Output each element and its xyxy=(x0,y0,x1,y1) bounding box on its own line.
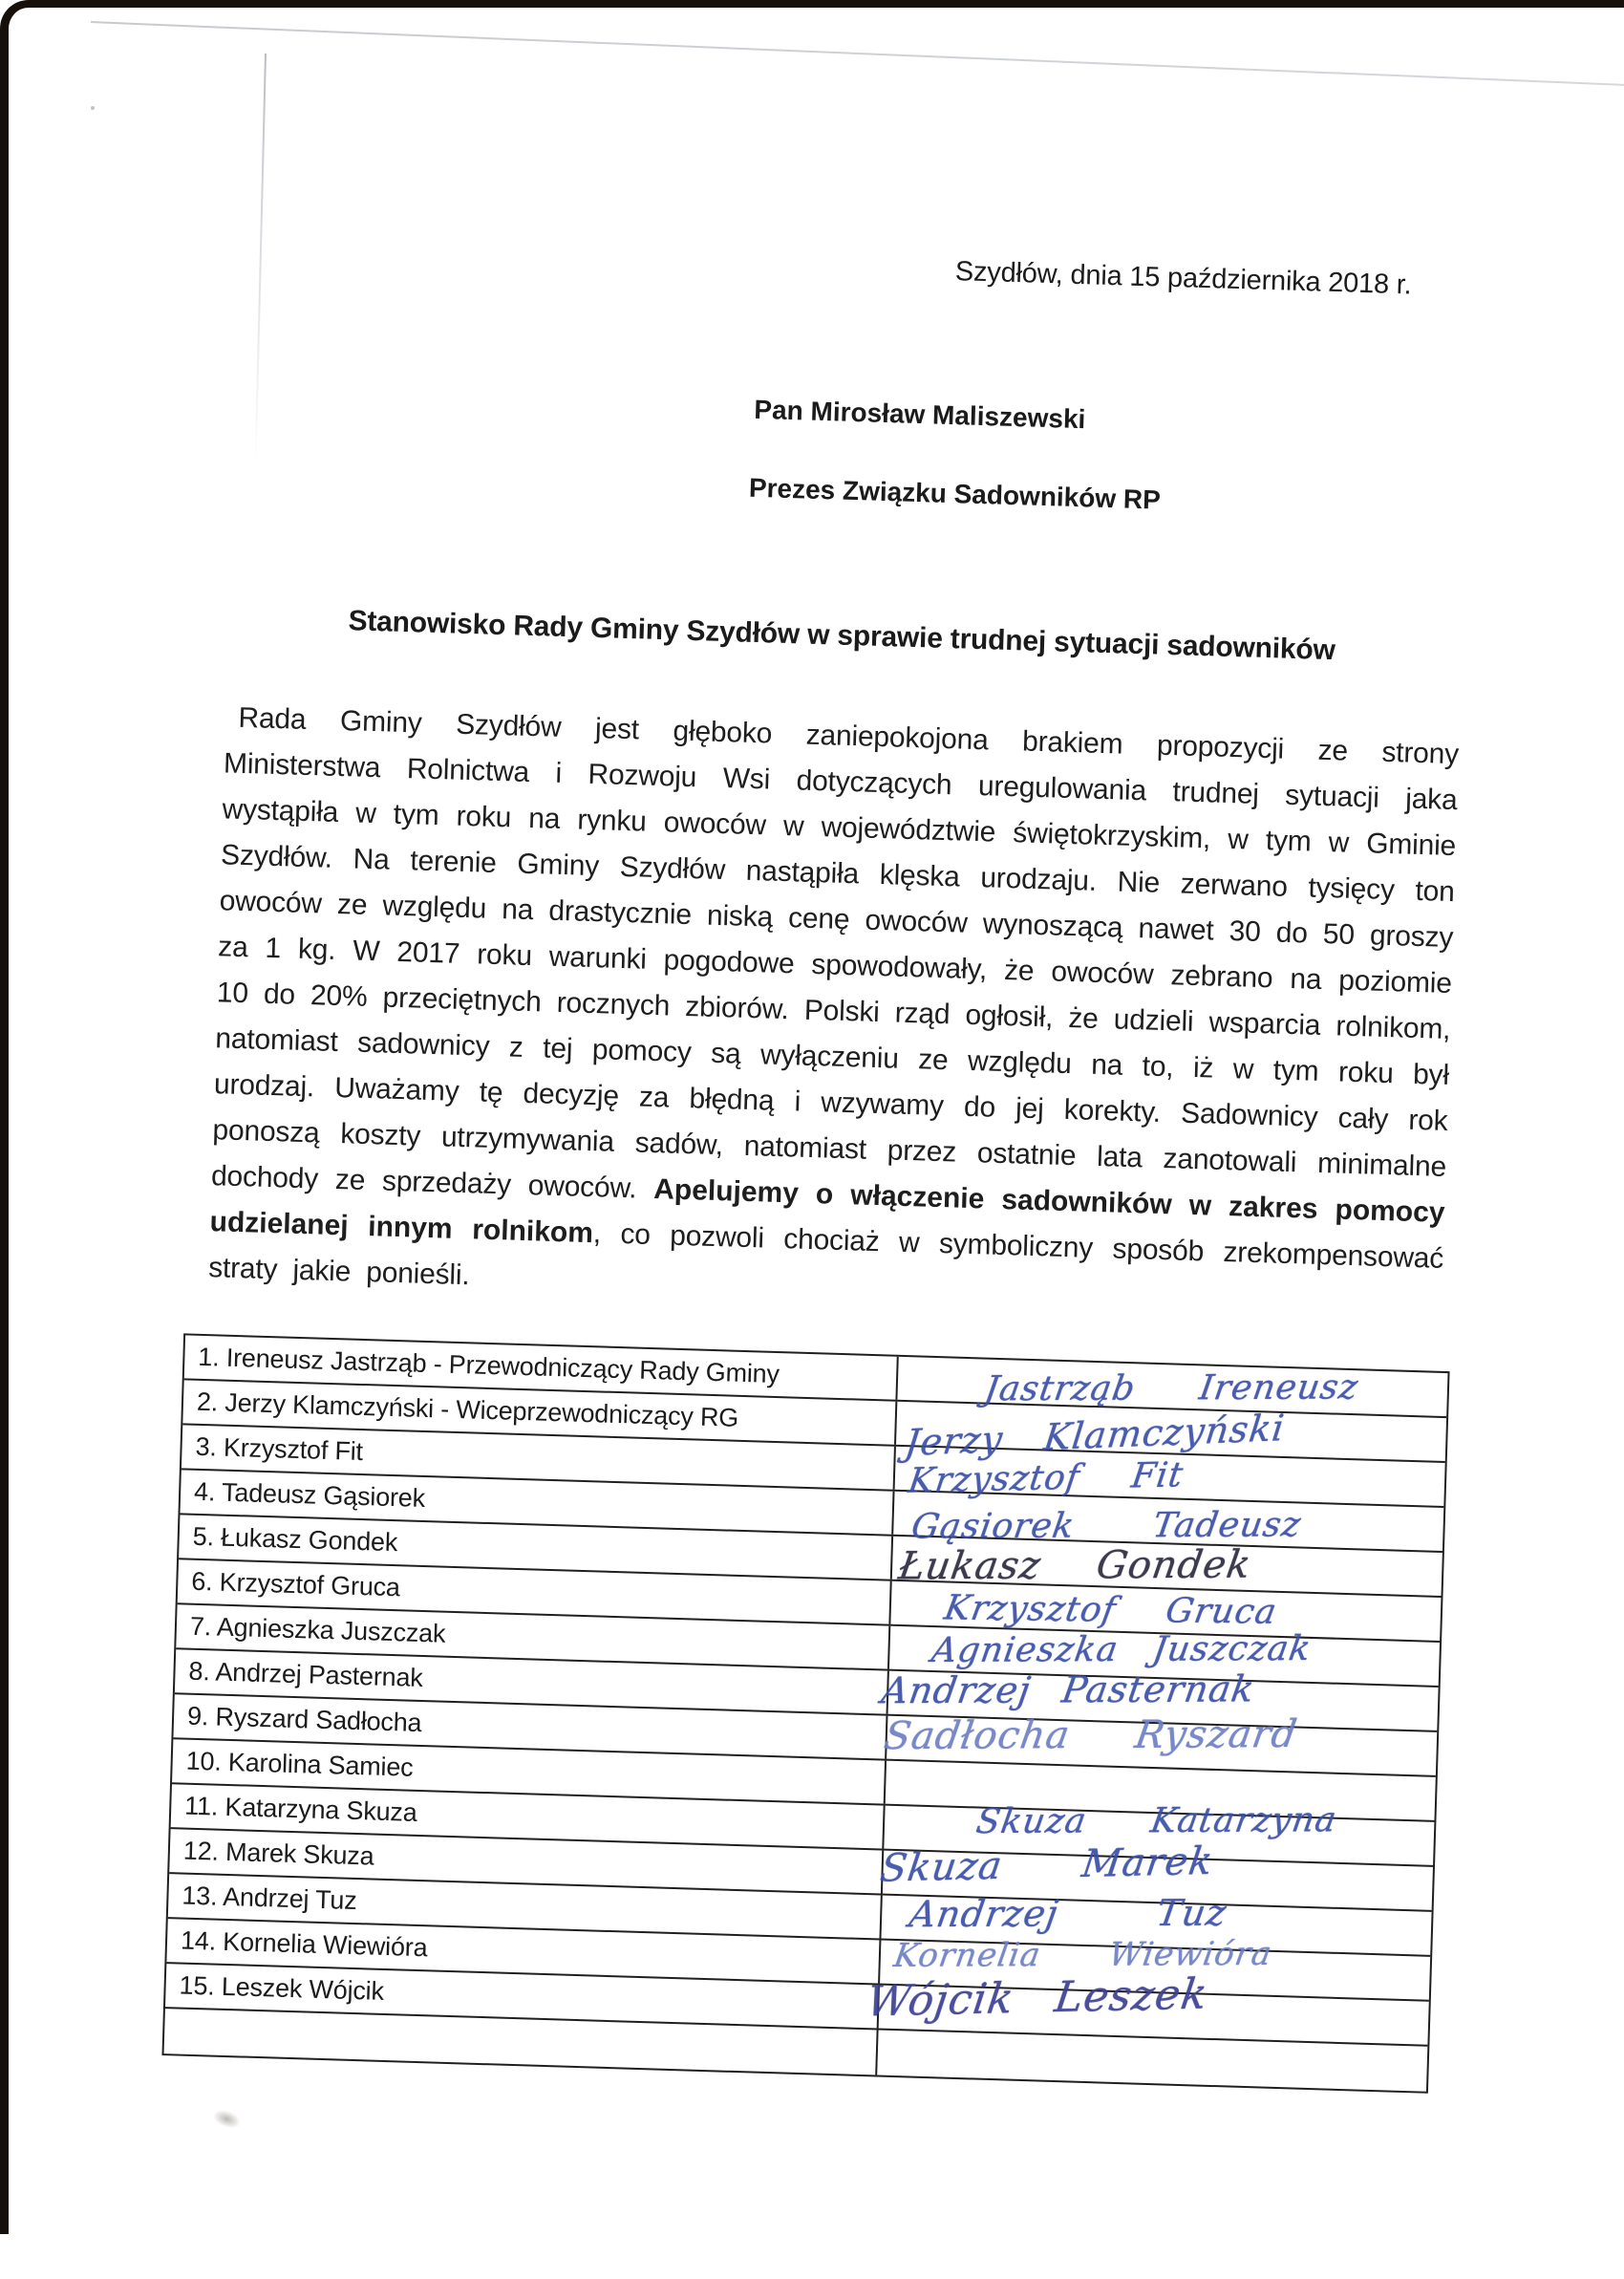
councilor-name-cell: 14. Kornelia Wiewióra xyxy=(166,1919,881,1983)
dateline: Szydłów, dnia 15 października 2018 r. xyxy=(954,256,1413,301)
signature-handwriting: Krzysztof Gruca xyxy=(941,1588,1280,1632)
councilor-name-cell: 1. Ireneusz Jastrząb - Przewodniczący Rady Gminy xyxy=(184,1335,899,1399)
signature-handwriting: Łukasz Gondek xyxy=(895,1542,1255,1589)
signature-handwriting: Gąsiorek Tadeusz xyxy=(908,1505,1305,1547)
addressee-role: Prezes Związku Sadowników RP xyxy=(748,472,1162,515)
body-paragraph xyxy=(208,695,1460,1327)
councilor-name-cell: 7. Agnieszka Juszczak xyxy=(176,1604,890,1668)
addressee-name: Pan Mirosław Maliszewski xyxy=(753,394,1086,435)
councilor-name-cell: 11. Katarzyna Skuza xyxy=(171,1784,886,1848)
signature-handwriting: Skuza Marek xyxy=(877,1838,1216,1891)
councilor-name-cell: 2. Jerzy Klamczyński - Wiceprzewodniczący RG xyxy=(182,1380,897,1444)
councilor-name-cell: 15. Leszek Wójcik xyxy=(165,1964,880,2028)
signature-handwriting: Skuza Katarzyna xyxy=(973,1800,1340,1842)
body-text-regular-end: , co pozwoli chociaż w symboliczny sposób zrekompensować straty jakie ponieśli. xyxy=(207,1217,1444,1292)
councilor-name-cell: 13. Andrzej Tuz xyxy=(168,1874,883,1938)
signature-handwriting: Krzysztof Fit xyxy=(906,1455,1186,1501)
signature-handwriting: Agnieszka Juszczak xyxy=(929,1628,1314,1670)
signature-handwriting: Jerzy Klamczyński xyxy=(902,1407,1288,1465)
signature-handwriting: Andrzej Pasternak xyxy=(879,1667,1258,1712)
councilor-name-cell: 6. Krzysztof Gruca xyxy=(178,1559,892,1623)
councilor-name-cell: 10. Karolina Samiec xyxy=(172,1739,887,1803)
scan-smudge xyxy=(211,2107,244,2132)
signature-handwriting: Sadłocha Ryszard xyxy=(881,1711,1301,1759)
councilor-name-cell: 12. Marek Skuza xyxy=(169,1829,884,1893)
councilor-name-cell: 9. Ryszard Sadłocha xyxy=(173,1694,887,1758)
councilor-name-cell: 5. Łukasz Gondek xyxy=(179,1515,893,1579)
signature-handwriting: Jastrząb Ireneusz xyxy=(981,1367,1361,1409)
signature-handwriting: Kornelia Wiewióra xyxy=(890,1934,1275,1975)
body-text-bold-appeal: Apelujemy o włączenie sadowników w zakres pomocy udzielanej innym rolnikom xyxy=(209,1173,1446,1250)
councilor-name-cell: 8. Andrzej Pasternak xyxy=(175,1649,889,1713)
councilor-name-cell: 3. Krzysztof Fit xyxy=(182,1425,896,1489)
councilor-name-cell: 4. Tadeusz Gąsiorek xyxy=(181,1470,895,1534)
signatories-table xyxy=(161,1333,1449,2093)
signature-handwriting: Wójcik Leszek xyxy=(864,1969,1211,2027)
signature-handwriting: Andrzej Tuz xyxy=(906,1891,1230,1936)
document-title: Stanowisko Rady Gminy Szydłów w sprawie trudnej sytuacji sadowników xyxy=(348,605,1336,667)
body-text-regular: Rada Gminy Szydłów jest głęboko zaniepokojona brakiem propozycji ze strony Ministerstwa Rolnictwa i Rozwoju Wsi dotyczących uregulowania trudnej sytuacji jaka wystąpiła w tym roku na rynku owoców w województwie świętokrzyskim, w tym w Gminie Szydłów. Na terenie Gminy Szydłów nastąpiła klęska urodzaju. Nie zerwano tysięcy ton owoców ze względu na drastycznie niską cenę owoców wynoszącą nawet 30 do 50 groszy za 1 kg. W 2017 roku warunki pogodowe spowodowały, że owoców zebrano na poziomie 10 do 20% przeciętnych rocznych zbiorów. Polski rząd ogłosił, że udzieli wsparcia rolnikom, natomiast sadownicy z tej pomocy są wyłączeniu ze względu na to, iż w tym roku był urodzaj. Uważamy tę decyzję za błędną i wzywamy do jej korekty. Sadownicy cały rok ponoszą koszty utrzymywania sadów, natomiast przez ostatnie lata zanotowali minimalne dochody ze sprzedaży owoców. xyxy=(210,701,1460,1206)
